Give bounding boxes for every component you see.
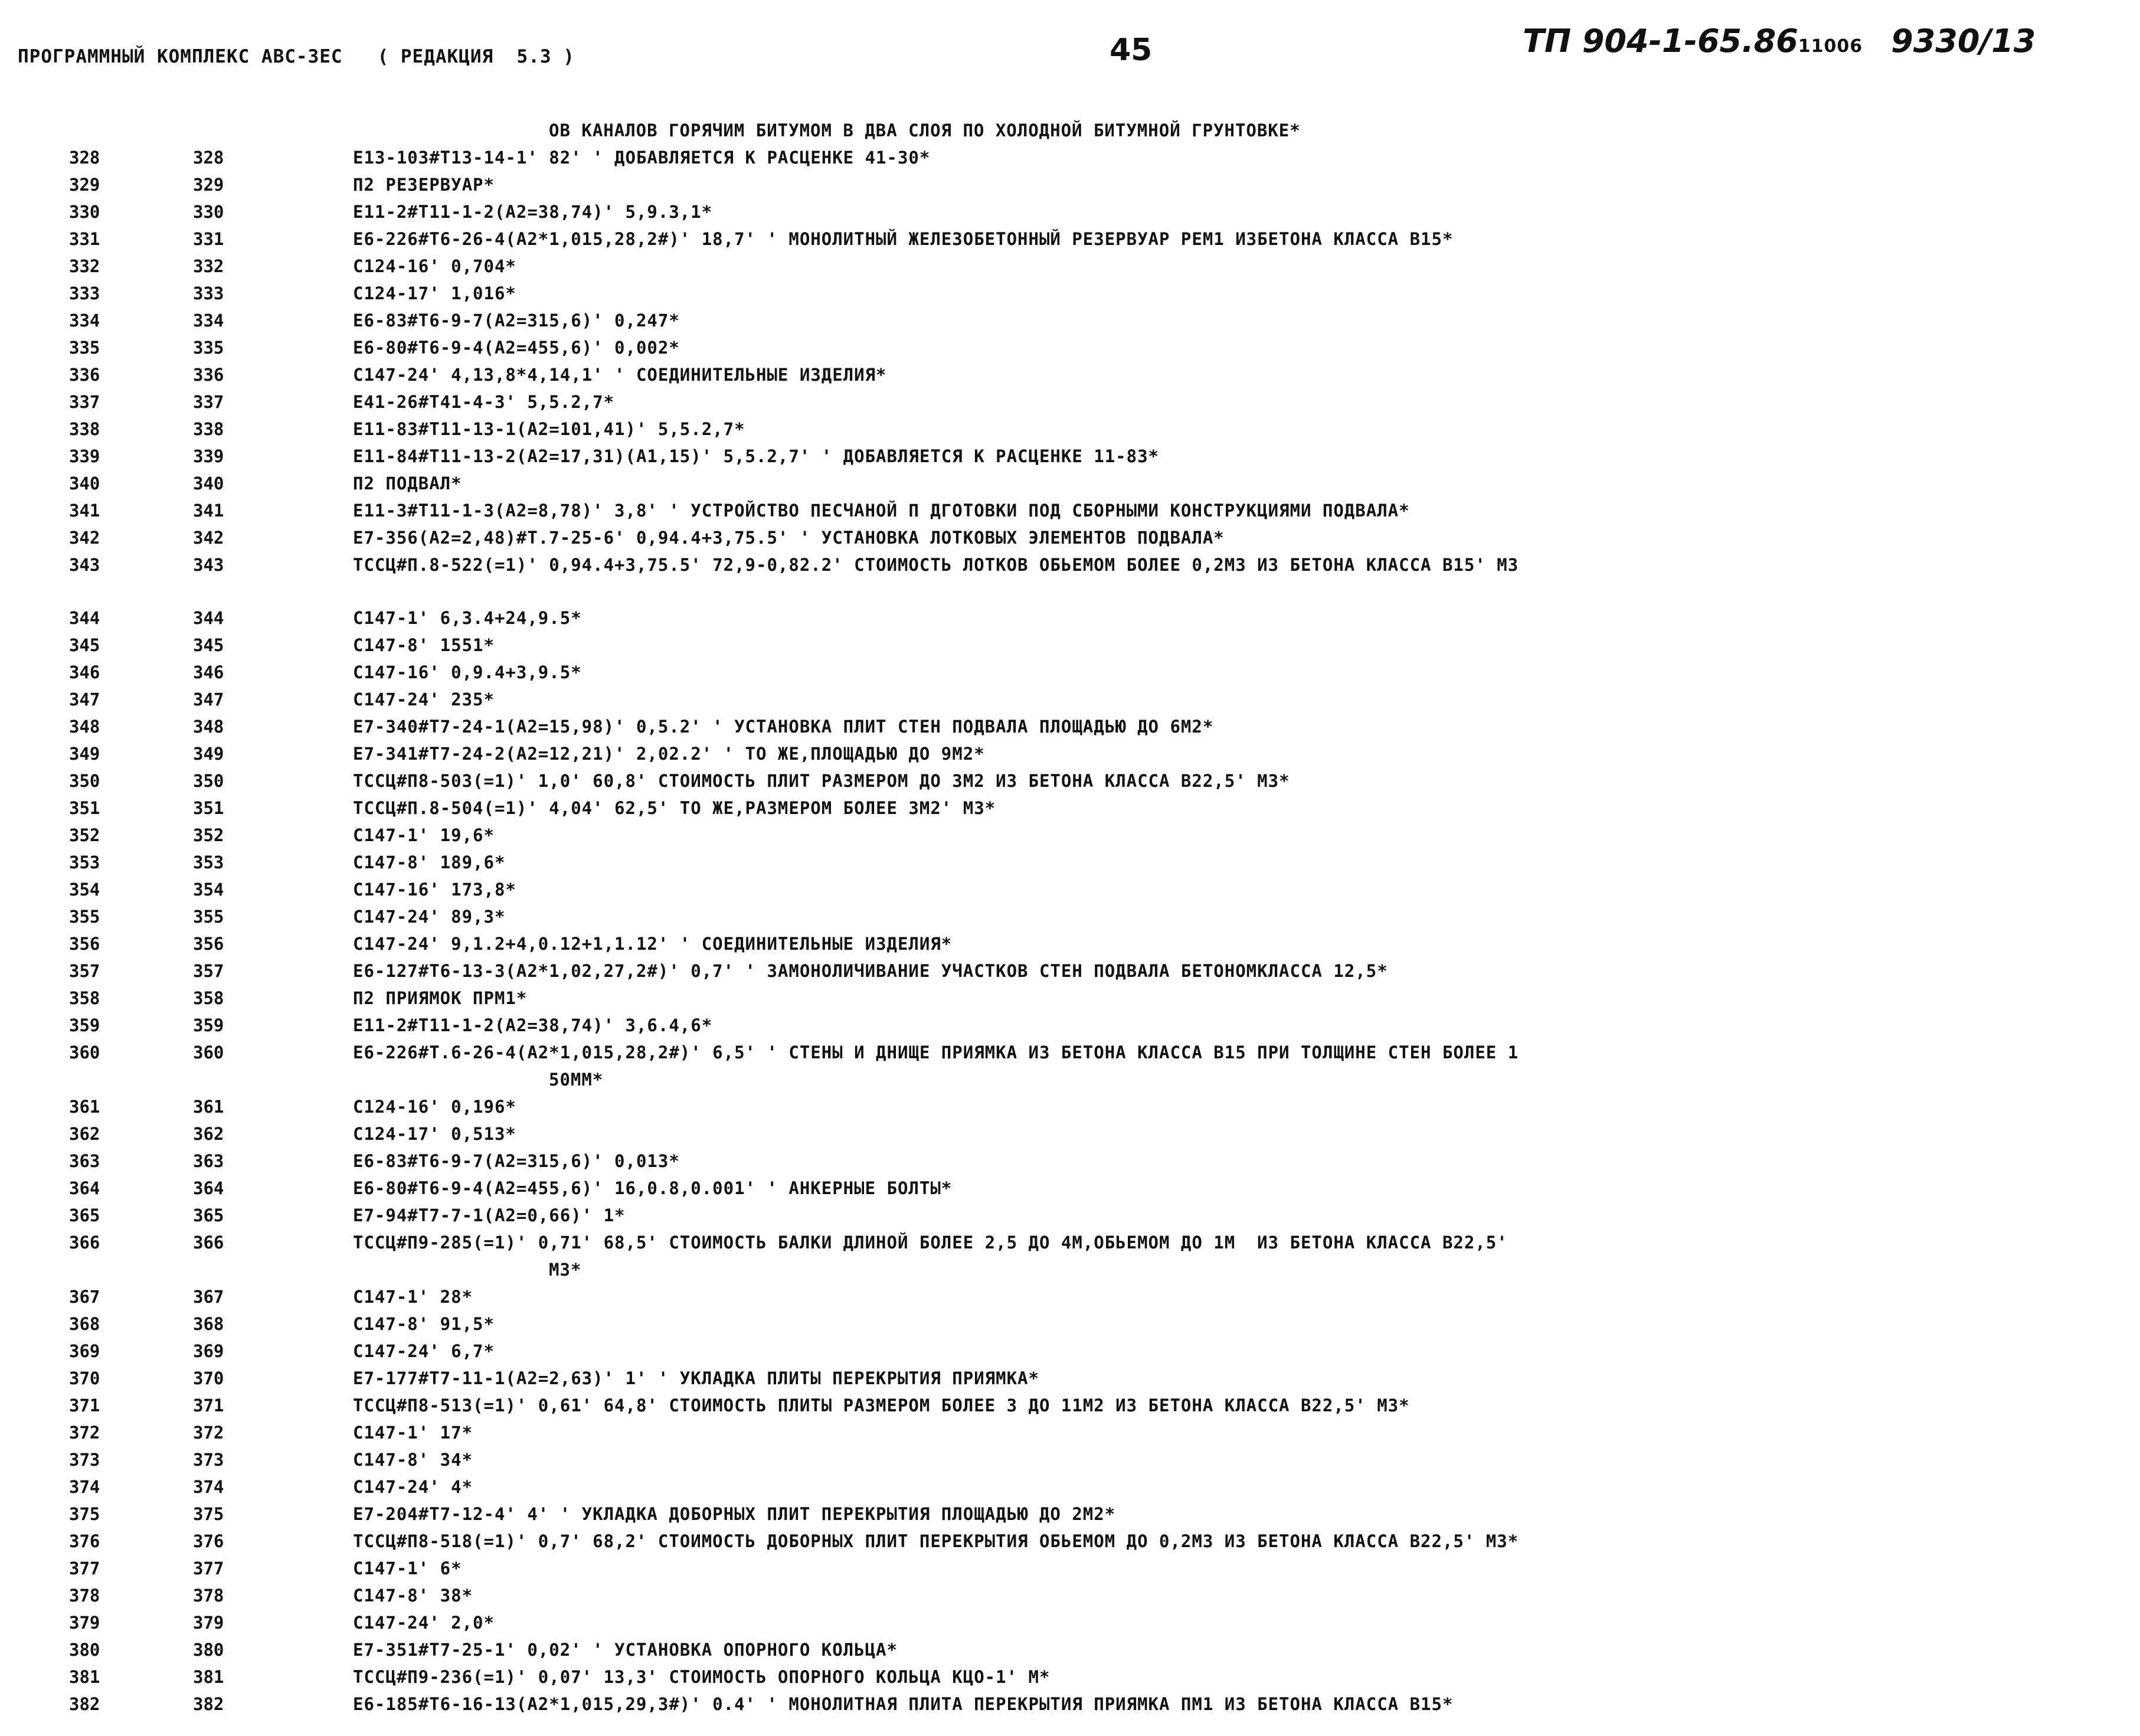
line-number: 344	[69, 608, 100, 628]
statement-number: 367	[193, 1287, 224, 1307]
statement-text: С147-16' 0,9.4+3,9.5*	[353, 662, 582, 682]
listing-row	[0, 956, 2140, 983]
statement-text: С147-8' 1551*	[353, 635, 495, 655]
statement-text: Е7-341#Т7-24-2(А2=12,21)' 2,02.2' ' ТО ЖЕ,ПЛОЩАДЬЮ ДО 9М2*	[353, 744, 985, 764]
line-number: 371	[69, 1395, 100, 1415]
listing-row	[0, 1554, 2140, 1581]
line-number: 358	[69, 988, 100, 1008]
statement-text: Е41-26#Т41-4-3' 5,5.2,7*	[353, 392, 615, 412]
listing-row	[0, 387, 2140, 414]
statement-text: ТССЦ#П8-513(=1)' 0,61' 64,8' СТОИМОСТЬ ПЛИТЫ РАЗМЕРОМ БОЛЕЕ 3 ДО 11М2 ИЗ БЕТОНА КЛАССА В22,5' М3*	[353, 1395, 1410, 1415]
statement-number: 336	[193, 365, 224, 385]
statement-text: Е7-340#Т7-24-1(А2=15,98)' 0,5.2' ' УСТАНОВКА ПЛИТ СТЕН ПОДВАЛА ПЛОЩАДЬЮ ДО 6М2*	[353, 717, 1214, 737]
listing-row	[0, 1689, 2140, 1717]
listing-row	[0, 1472, 2140, 1499]
line-number: 337	[69, 392, 100, 412]
statement-text: Е11-2#Т11-1-2(А2=38,74)' 5,9.3,1*	[353, 202, 713, 222]
listing-row	[0, 224, 2140, 251]
line-number: 377	[69, 1558, 100, 1578]
listing-row	[0, 251, 2140, 279]
statement-number: 343	[193, 555, 224, 575]
line-number: 353	[69, 852, 100, 872]
line-number: 339	[69, 446, 100, 466]
doc-sheet-number: 11006	[1798, 36, 1863, 57]
statement-number: 357	[193, 961, 224, 981]
statement-text: Е7-177#Т7-11-1(А2=2,63)' 1' ' УКЛАДКА ПЛИТЫ ПЕРЕКРЫТИЯ ПРИЯМКА*	[353, 1368, 1039, 1388]
listing-row	[0, 143, 2140, 170]
doc-ref-number: ТП 904-1-65.86	[1523, 22, 1798, 60]
statement-number: 344	[193, 608, 224, 628]
listing-row	[0, 1662, 2140, 1689]
listing-row	[0, 712, 2140, 739]
line-number: 347	[69, 689, 100, 710]
statement-number: 374	[193, 1477, 224, 1497]
line-number: 381	[69, 1667, 100, 1687]
listing-row	[0, 875, 2140, 902]
listing-row	[0, 603, 2140, 630]
statement-text: П2 ПОДВАЛ*	[353, 473, 462, 493]
statement-number: 375	[193, 1504, 224, 1524]
listing-row	[0, 197, 2140, 224]
listing-continuation-row	[0, 1065, 2140, 1092]
listing-row	[0, 1282, 2140, 1309]
line-number: 359	[69, 1015, 100, 1035]
statement-number: 329	[193, 175, 224, 195]
line-number: 335	[69, 338, 100, 358]
line-number: 342	[69, 528, 100, 548]
statement-number: 373	[193, 1450, 224, 1470]
listing-row	[0, 766, 2140, 793]
listing-row	[0, 1608, 2140, 1635]
listing-row	[0, 820, 2140, 848]
statement-text: С147-1' 6,3.4+24,9.5*	[353, 608, 582, 628]
line-number: 370	[69, 1368, 100, 1388]
line-number: 328	[69, 148, 100, 168]
line-number: 330	[69, 202, 100, 222]
statement-text: П2 ПРИЯМОК ПРМ1*	[353, 988, 528, 1008]
line-number: 356	[69, 934, 100, 954]
statement-text: ТССЦ#П8-518(=1)' 0,7' 68,2' СТОИМОСТЬ ДОБОРНЫХ ПЛИТ ПЕРЕКРЫТИЯ ОБЬЕМОМ ДО 0,2М3 ИЗ БЕТОНА КЛАССА В22,5' М3*	[353, 1531, 1519, 1551]
listing-row	[0, 1038, 2140, 1065]
statement-number: 332	[193, 256, 224, 276]
statement-text: ТССЦ#П.8-504(=1)' 4,04' 62,5' ТО ЖЕ,РАЗМЕРОМ БОЛЕЕ 3М2' М3*	[353, 798, 996, 818]
statement-text: С147-8' 34*	[353, 1450, 473, 1470]
listing-row	[0, 550, 2140, 577]
statement-text: Е6-83#Т6-9-7(А2=315,6)' 0,013*	[353, 1151, 680, 1171]
listing-row	[0, 1418, 2140, 1445]
listing-row	[0, 630, 2140, 658]
statement-text: С147-8' 91,5*	[353, 1314, 495, 1334]
statement-text: С147-24' 9,1.2+4,0.12+1,1.12' ' СОЕДИНИТЕЛЬНЫЕ ИЗДЕЛИЯ*	[353, 934, 953, 954]
statement-text: ТССЦ#П.8-522(=1)' 0,94.4+3,75.5' 72,9-0,82.2' СТОИМОСТЬ ЛОТКОВ ОБЬЕМОМ БОЛЕЕ 0,2М3 ИЗ БЕТОНА КЛАССА В15' М3	[353, 555, 1519, 575]
listing-row	[0, 333, 2140, 360]
line-number: 369	[69, 1341, 100, 1361]
statement-text: ТССЦ#П9-236(=1)' 0,07' 13,3' СТОИМОСТЬ ОПОРНОГО КОЛЬЦА КЦО-1' М*	[353, 1667, 1051, 1687]
listing-row	[0, 360, 2140, 387]
line-number: 368	[69, 1314, 100, 1334]
listing-row	[0, 1201, 2140, 1228]
listing-row	[0, 1499, 2140, 1526]
statement-text: Е11-3#Т11-1-3(А2=8,78)' 3,8' ' УСТРОЙСТВО ПЕСЧАНОЙ П ДГОТОВКИ ПОД СБОРНЫМИ КОНСТРУКЦИЯМИ ПОДВАЛА*	[353, 501, 1410, 521]
statement-text: Е6-226#Т.6-26-4(А2*1,015,28,2#)' 6,5' ' СТЕНЫ И ДНИЩЕ ПРИЯМКА ИЗ БЕТОНА КЛАССА В15 ПРИ ТОЛЩИНЕ СТЕН БОЛЕЕ 1	[353, 1042, 1519, 1062]
continued-heading-row	[0, 116, 2140, 143]
listing-row	[0, 685, 2140, 712]
statement-number: 368	[193, 1314, 224, 1334]
statement-number: 363	[193, 1151, 224, 1171]
statement-text: Е7-204#Т7-12-4' 4' ' УКЛАДКА ДОБОРНЫХ ПЛИТ ПЕРЕКРЫТИЯ ПЛОЩАДЬЮ ДО 2М2*	[353, 1504, 1116, 1524]
statement-number: 353	[193, 852, 224, 872]
statement-number: 330	[193, 202, 224, 222]
line-number: 355	[69, 907, 100, 927]
statement-text: С147-1' 6*	[353, 1558, 462, 1578]
statement-text: С147-24' 6,7*	[353, 1341, 495, 1361]
listing-rows	[0, 143, 2140, 1717]
line-number: 372	[69, 1423, 100, 1443]
statement-text: Е7-351#Т7-25-1' 0,02' ' УСТАНОВКА ОПОРНОГО КОЛЬЦА*	[353, 1640, 898, 1660]
line-number: 341	[69, 501, 100, 521]
statement-number: 382	[193, 1694, 224, 1714]
statement-number: 371	[193, 1395, 224, 1415]
line-number: 336	[69, 365, 100, 385]
line-number: 340	[69, 473, 100, 493]
statement-number: 351	[193, 798, 224, 818]
statement-number: 341	[193, 501, 224, 521]
listing-row	[0, 1011, 2140, 1038]
statement-text: С124-17' 1,016*	[353, 283, 516, 303]
statement-text: С147-1' 28*	[353, 1287, 473, 1307]
line-number: 380	[69, 1640, 100, 1660]
page-number: 45	[1110, 32, 1153, 68]
doc-code: 9330/13	[1891, 22, 2036, 60]
statement-number: 339	[193, 446, 224, 466]
listing-row	[0, 414, 2140, 442]
line-number: 382	[69, 1694, 100, 1714]
line-number: 350	[69, 771, 100, 791]
listing-row	[0, 1364, 2140, 1391]
statement-number: 362	[193, 1124, 224, 1144]
statement-number: 346	[193, 662, 224, 682]
line-number: 346	[69, 662, 100, 682]
listing-row	[0, 929, 2140, 956]
statement-number: 334	[193, 310, 224, 331]
statement-number: 381	[193, 1667, 224, 1687]
listing-row	[0, 442, 2140, 469]
listing-row	[0, 1119, 2140, 1146]
line-number: 348	[69, 717, 100, 737]
listing-row	[0, 1581, 2140, 1608]
statement-number: 370	[193, 1368, 224, 1388]
statement-number: 331	[193, 229, 224, 249]
statement-number: 365	[193, 1205, 224, 1225]
line-number: 379	[69, 1613, 100, 1633]
statement-number: 354	[193, 880, 224, 900]
statement-number: 347	[193, 689, 224, 710]
statement-number: 372	[193, 1423, 224, 1443]
statement-number: 335	[193, 338, 224, 358]
statement-number: 359	[193, 1015, 224, 1035]
line-number: 331	[69, 229, 100, 249]
statement-text: С147-8' 38*	[353, 1585, 473, 1606]
listing-row	[0, 658, 2140, 685]
statement-number: 369	[193, 1341, 224, 1361]
listing-row	[0, 983, 2140, 1011]
listing-row	[0, 279, 2140, 306]
line-number: 345	[69, 635, 100, 655]
statement-number: 352	[193, 825, 224, 845]
line-number: 364	[69, 1178, 100, 1198]
line-number: 332	[69, 256, 100, 276]
line-number: 373	[69, 1450, 100, 1470]
listing-row	[0, 1146, 2140, 1173]
statement-number: 350	[193, 771, 224, 791]
line-number: 334	[69, 310, 100, 331]
line-number: 354	[69, 880, 100, 900]
line-number: 374	[69, 1477, 100, 1497]
listing-row	[0, 848, 2140, 875]
statement-number: 342	[193, 528, 224, 548]
listing-row	[0, 306, 2140, 333]
statement-number: 338	[193, 419, 224, 439]
listing-row	[0, 469, 2140, 496]
line-number: 375	[69, 1504, 100, 1524]
line-number: 362	[69, 1124, 100, 1144]
statement-text: С124-16' 0,704*	[353, 256, 516, 276]
listing-row	[0, 1635, 2140, 1662]
statement-number: 358	[193, 988, 224, 1008]
line-number: 329	[69, 175, 100, 195]
line-number: 378	[69, 1585, 100, 1606]
listing-row	[0, 1336, 2140, 1364]
listing-row	[0, 739, 2140, 766]
statement-text: С147-16' 173,8*	[353, 880, 516, 900]
program-header: ПРОГРАММНЫЙ КОМПЛЕКС АВС-ЗЕС ( РЕДАКЦИЯ 5.3 )	[18, 46, 575, 67]
statement-text: Е7-94#Т7-7-1(А2=0,66)' 1*	[353, 1205, 626, 1225]
statement-text: Е11-83#Т11-13-1(А2=101,41)' 5,5.2,7*	[353, 419, 745, 439]
listing-row	[0, 1391, 2140, 1418]
statement-text: Е6-83#Т6-9-7(А2=315,6)' 0,247*	[353, 310, 680, 331]
statement-number: 328	[193, 148, 224, 168]
statement-number: 377	[193, 1558, 224, 1578]
listing-row	[0, 1092, 2140, 1119]
statement-text: Е11-84#Т11-13-2(А2=17,31)(А1,15)' 5,5.2,7' ' ДОБАВЛЯЕТСЯ К РАСЦЕНКЕ 11-83*	[353, 446, 1160, 466]
listing-row	[0, 793, 2140, 820]
statement-text: Е11-2#Т11-1-2(А2=38,74)' 3,6.4,6*	[353, 1015, 713, 1035]
statement-number: 345	[193, 635, 224, 655]
listing-row	[0, 1309, 2140, 1336]
statement-number: 348	[193, 717, 224, 737]
line-number: 361	[69, 1097, 100, 1117]
statement-number: 366	[193, 1232, 224, 1253]
line-number: 360	[69, 1042, 100, 1062]
listing-row	[0, 1445, 2140, 1472]
statement-number: 333	[193, 283, 224, 303]
statement-text: Е6-80#Т6-9-4(А2=455,6)' 16,0.8,0.001' ' АНКЕРНЫЕ БОЛТЫ*	[353, 1178, 953, 1198]
line-number: 365	[69, 1205, 100, 1225]
statement-text: Е6-127#Т6-13-3(А2*1,02,27,2#)' 0,7' ' ЗАМОНОЛИЧИВАНИЕ УЧАСТКОВ СТЕН ПОДВАЛА БЕТОНОМКЛАССА 12,5*	[353, 961, 1388, 981]
listing-row	[0, 496, 2140, 523]
statement-text: С147-24' 4*	[353, 1477, 473, 1497]
statement-number: 376	[193, 1531, 224, 1551]
line-number: 363	[69, 1151, 100, 1171]
listing-row	[0, 1526, 2140, 1554]
line-number: 338	[69, 419, 100, 439]
statement-text: С147-1' 19,6*	[353, 825, 495, 845]
statement-text: Е6-185#Т6-16-13(А2*1,015,29,3#)' 0.4' ' МОНОЛИТНАЯ ПЛИТА ПЕРЕКРЫТИЯ ПРИЯМКА ПМ1 ИЗ БЕТОНА КЛАССА В15*	[353, 1694, 1454, 1714]
listing	[0, 116, 2140, 1717]
statement-text: С147-24' 4,13,8*4,14,1' ' СОЕДИНИТЕЛЬНЫЕ ИЗДЕЛИЯ*	[353, 365, 887, 385]
statement-number: 356	[193, 934, 224, 954]
statement-number: 360	[193, 1042, 224, 1062]
listing-row	[0, 902, 2140, 929]
statement-number: 361	[193, 1097, 224, 1117]
statement-number: 349	[193, 744, 224, 764]
listing-row	[0, 523, 2140, 550]
statement-text: П2 РЕЗЕРВУАР*	[353, 175, 495, 195]
statement-text: С147-24' 2,0*	[353, 1613, 495, 1633]
document-reference	[1523, 22, 2036, 60]
statement-number: 337	[193, 392, 224, 412]
line-number: 333	[69, 283, 100, 303]
statement-number: 355	[193, 907, 224, 927]
line-number: 376	[69, 1531, 100, 1551]
line-number: 352	[69, 825, 100, 845]
statement-number: 379	[193, 1613, 224, 1633]
statement-text: ТССЦ#П8-503(=1)' 1,0' 60,8' СТОИМОСТЬ ПЛИТ РАЗМЕРОМ ДО 3М2 ИЗ БЕТОНА КЛАССА В22,5' М3*	[353, 771, 1290, 791]
line-number: 367	[69, 1287, 100, 1307]
statement-text: С147-8' 189,6*	[353, 852, 506, 872]
listing-row	[0, 1173, 2140, 1201]
statement-text: С147-24' 89,3*	[353, 907, 506, 927]
line-number: 351	[69, 798, 100, 818]
statement-number: 364	[193, 1178, 224, 1198]
statement-text: ТССЦ#П9-285(=1)' 0,71' 68,5' СТОИМОСТЬ БАЛКИ ДЛИНОЙ БОЛЕЕ 2,5 ДО 4М,ОБЬЕМОМ ДО 1М ИЗ БЕТОНА КЛАССА В22,5'	[353, 1232, 1508, 1253]
statement-text: 50ММ*	[549, 1070, 604, 1090]
line-number: 357	[69, 961, 100, 981]
continued-heading: ОВ КАНАЛОВ ГОРЯЧИМ БИТУМОМ В ДВА СЛОЯ ПО ХОЛОДНОЙ БИТУМНОЙ ГРУНТОВКЕ*	[549, 120, 1301, 140]
statement-text: М3*	[549, 1260, 582, 1280]
statement-text: Е13-103#Т13-14-1' 82' ' ДОБАВЛЯЕТСЯ К РАСЦЕНКЕ 41-30*	[353, 148, 931, 168]
statement-text: Е7-356(А2=2,48)#Т.7-25-6' 0,94.4+3,75.5' ' УСТАНОВКА ЛОТКОВЫХ ЭЛЕМЕНТОВ ПОДВАЛА*	[353, 528, 1225, 548]
statement-number: 340	[193, 473, 224, 493]
statement-number: 378	[193, 1585, 224, 1606]
statement-text: С124-17' 0,513*	[353, 1124, 516, 1144]
statement-text: С147-1' 17*	[353, 1423, 473, 1443]
statement-text: Е6-80#Т6-9-4(А2=455,6)' 0,002*	[353, 338, 680, 358]
statement-text: Е6-226#Т6-26-4(А2*1,015,28,2#)' 18,7' ' МОНОЛИТНЫЙ ЖЕЛЕЗОБЕТОННЫЙ РЕЗЕРВУАР РЕМ1 ИЗБЕТОНА КЛАССА В15*	[353, 229, 1454, 249]
line-number: 343	[69, 555, 100, 575]
listing-row	[0, 1228, 2140, 1255]
statement-number: 380	[193, 1640, 224, 1660]
line-number: 366	[69, 1232, 100, 1253]
listing-continuation-row	[0, 1255, 2140, 1282]
statement-text: С147-24' 235*	[353, 689, 495, 710]
statement-text: С124-16' 0,196*	[353, 1097, 516, 1117]
listing-row	[0, 170, 2140, 197]
line-number: 349	[69, 744, 100, 764]
